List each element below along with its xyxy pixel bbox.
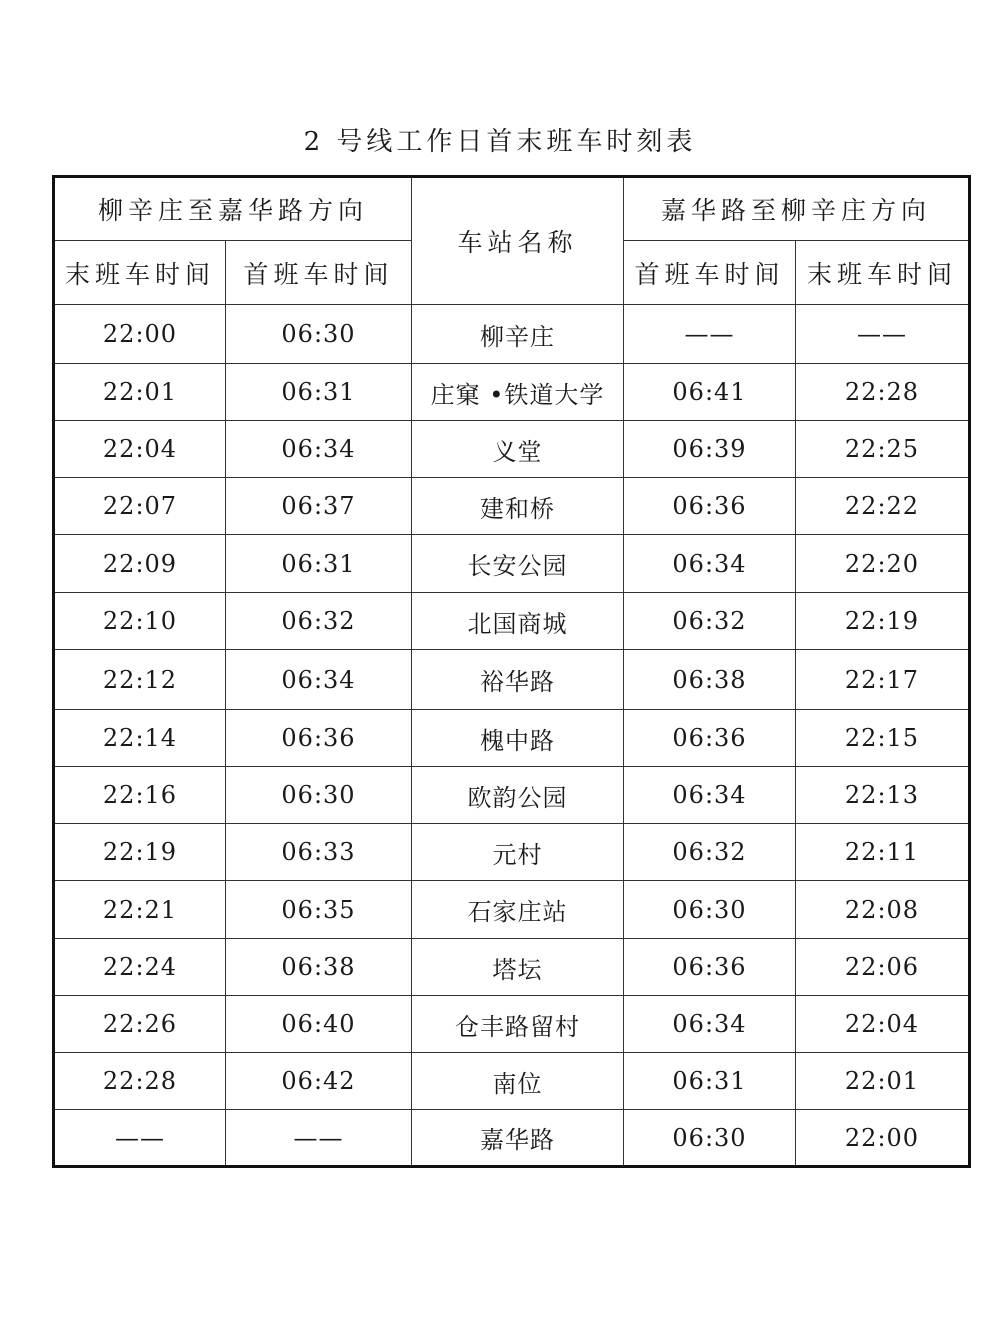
a-first-train-cell: 06:34 bbox=[226, 421, 412, 478]
table-row bbox=[54, 710, 970, 767]
a-first-train-cell: 06:38 bbox=[226, 939, 412, 996]
b-first-train-cell: 06:32 bbox=[624, 824, 796, 881]
a-first-train-cell: 06:40 bbox=[226, 996, 412, 1053]
direction-header-to-jiahua: 柳辛庄至嘉华路方向 bbox=[54, 177, 412, 241]
table-row bbox=[54, 593, 970, 650]
b-first-train-cell: 06:34 bbox=[624, 996, 796, 1053]
table-row bbox=[54, 650, 970, 710]
page-title: 2 号线工作日首末班车时刻表 bbox=[303, 127, 697, 157]
table-row bbox=[54, 881, 970, 939]
timetable bbox=[52, 175, 971, 1168]
b-last-train-cell: 22:25 bbox=[796, 421, 970, 478]
a-last-train-cell: 22:19 bbox=[54, 824, 226, 881]
table-row bbox=[54, 478, 970, 535]
station-name-cell: 槐中路 bbox=[412, 710, 624, 767]
b-first-train-cell: 06:32 bbox=[624, 593, 796, 650]
b-last-train-cell: 22:00 bbox=[796, 1110, 970, 1167]
station-name-cell: 北国商城 bbox=[412, 593, 624, 650]
col-header-a-last-train: 末班车时间 bbox=[54, 241, 226, 305]
direction-header-to-liuxin: 嘉华路至柳辛庄方向 bbox=[624, 177, 970, 241]
b-last-train-cell: 22:06 bbox=[796, 939, 970, 996]
a-last-train-cell: 22:04 bbox=[54, 421, 226, 478]
station-name-cell: 元村 bbox=[412, 824, 624, 881]
table-row bbox=[54, 305, 970, 364]
b-last-train-cell: 22:08 bbox=[796, 881, 970, 939]
station-name-cell: 嘉华路 bbox=[412, 1110, 624, 1167]
col-header-b-first-train: 首班车时间 bbox=[624, 241, 796, 305]
a-first-train-cell: 06:31 bbox=[226, 364, 412, 421]
b-last-train-cell: —— bbox=[796, 305, 970, 364]
a-last-train-cell: 22:26 bbox=[54, 996, 226, 1053]
a-last-train-cell: 22:16 bbox=[54, 767, 226, 824]
b-first-train-cell: 06:41 bbox=[624, 364, 796, 421]
a-last-train-cell: 22:09 bbox=[54, 535, 226, 593]
b-last-train-cell: 22:04 bbox=[796, 996, 970, 1053]
col-header-b-last-train: 末班车时间 bbox=[796, 241, 970, 305]
a-first-train-cell: 06:37 bbox=[226, 478, 412, 535]
a-first-train-cell: 06:30 bbox=[226, 305, 412, 364]
a-first-train-cell: 06:33 bbox=[226, 824, 412, 881]
table-row bbox=[54, 535, 970, 593]
a-first-train-cell: 06:42 bbox=[226, 1053, 412, 1110]
b-first-train-cell: 06:30 bbox=[624, 881, 796, 939]
table-row bbox=[54, 364, 970, 421]
a-last-train-cell: 22:21 bbox=[54, 881, 226, 939]
table-row bbox=[54, 1053, 970, 1110]
b-first-train-cell: 06:31 bbox=[624, 1053, 796, 1110]
a-last-train-cell: 22:10 bbox=[54, 593, 226, 650]
a-first-train-cell: 06:34 bbox=[226, 650, 412, 710]
b-last-train-cell: 22:01 bbox=[796, 1053, 970, 1110]
station-name-cell: 仓丰路留村 bbox=[412, 996, 624, 1053]
b-last-train-cell: 22:17 bbox=[796, 650, 970, 710]
station-name-cell: 长安公园 bbox=[412, 535, 624, 593]
station-name-cell: 欧韵公园 bbox=[412, 767, 624, 824]
b-last-train-cell: 22:11 bbox=[796, 824, 970, 881]
a-last-train-cell: 22:24 bbox=[54, 939, 226, 996]
station-name-cell: 石家庄站 bbox=[412, 881, 624, 939]
station-name-cell: 裕华路 bbox=[412, 650, 624, 710]
a-last-train-cell: 22:12 bbox=[54, 650, 226, 710]
a-last-train-cell: 22:00 bbox=[54, 305, 226, 364]
a-last-train-cell: 22:01 bbox=[54, 364, 226, 421]
header-row-direction bbox=[54, 177, 970, 241]
a-first-train-cell: 06:35 bbox=[226, 881, 412, 939]
b-last-train-cell: 22:19 bbox=[796, 593, 970, 650]
b-first-train-cell: 06:34 bbox=[624, 767, 796, 824]
a-last-train-cell: 22:14 bbox=[54, 710, 226, 767]
station-name-cell: 庄窠 •铁道大学 bbox=[412, 364, 624, 421]
a-first-train-cell: 06:36 bbox=[226, 710, 412, 767]
b-last-train-cell: 22:22 bbox=[796, 478, 970, 535]
a-first-train-cell: 06:32 bbox=[226, 593, 412, 650]
table-row bbox=[54, 421, 970, 478]
table-row bbox=[54, 939, 970, 996]
station-name-cell: 建和桥 bbox=[412, 478, 624, 535]
b-first-train-cell: 06:39 bbox=[624, 421, 796, 478]
station-name-cell: 南位 bbox=[412, 1053, 624, 1110]
b-last-train-cell: 22:20 bbox=[796, 535, 970, 593]
b-first-train-cell: 06:34 bbox=[624, 535, 796, 593]
b-last-train-cell: 22:28 bbox=[796, 364, 970, 421]
table-row bbox=[54, 996, 970, 1053]
b-first-train-cell: 06:36 bbox=[624, 939, 796, 996]
a-last-train-cell: 22:28 bbox=[54, 1053, 226, 1110]
station-name-cell: 柳辛庄 bbox=[412, 305, 624, 364]
b-first-train-cell: 06:30 bbox=[624, 1110, 796, 1167]
b-last-train-cell: 22:13 bbox=[796, 767, 970, 824]
table-row bbox=[54, 1110, 970, 1167]
col-header-a-first-train: 首班车时间 bbox=[226, 241, 412, 305]
a-first-train-cell: 06:30 bbox=[226, 767, 412, 824]
a-last-train-cell: 22:07 bbox=[54, 478, 226, 535]
b-first-train-cell: 06:38 bbox=[624, 650, 796, 710]
b-first-train-cell: 06:36 bbox=[624, 478, 796, 535]
b-first-train-cell: —— bbox=[624, 305, 796, 364]
table-row bbox=[54, 767, 970, 824]
station-name-cell: 义堂 bbox=[412, 421, 624, 478]
station-name-cell: 塔坛 bbox=[412, 939, 624, 996]
b-first-train-cell: 06:36 bbox=[624, 710, 796, 767]
a-first-train-cell: 06:31 bbox=[226, 535, 412, 593]
a-first-train-cell: —— bbox=[226, 1110, 412, 1167]
table-row bbox=[54, 824, 970, 881]
b-last-train-cell: 22:15 bbox=[796, 710, 970, 767]
station-name-header: 车站名称 bbox=[412, 177, 624, 305]
a-last-train-cell: —— bbox=[54, 1110, 226, 1167]
